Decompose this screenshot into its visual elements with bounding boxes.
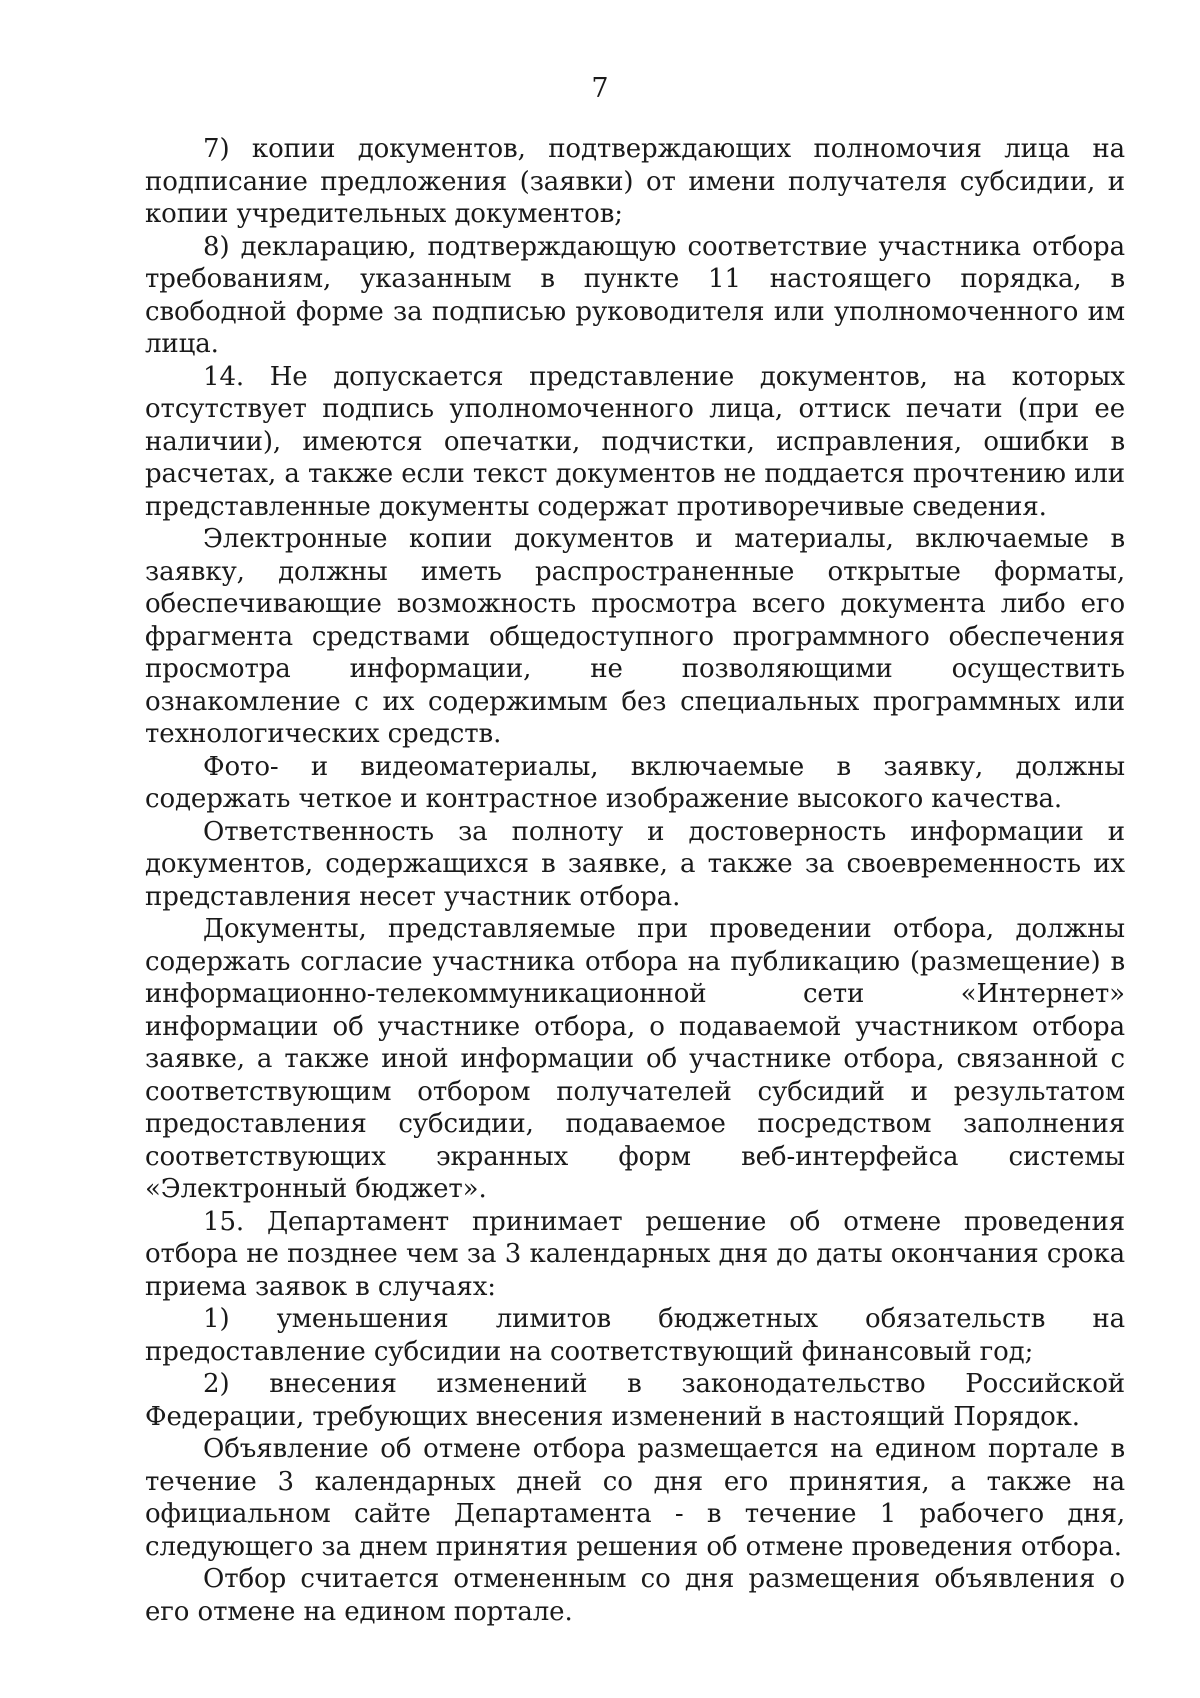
paragraph-item-8: 8) декларацию, подтверждающую соответствие участника отбора требованиям, указанным в пункте 11 настоящего порядка, в свободной форме за подписью руководителя или уполномоченного им лица. xyxy=(145,231,1125,359)
paragraph-item-7: 7) копии документов, подтверждающих полномочия лица на подписание предложения (заявки) от имени получателя субсидии, и копии учредительных документов; xyxy=(145,134,1125,229)
paragraph-case-1: 1) уменьшения лимитов бюджетных обязательств на предоставление субсидии на соответствующий финансовый год; xyxy=(145,1304,1125,1367)
paragraph-photo-video: Фото- и видеоматериалы, включаемые в заявку, должны содержать четкое и контрастное изображение высокого качества. xyxy=(145,751,1125,814)
paragraph-cancellation: Отбор считается отмененным со дня размещения объявления о его отмене на едином портале. xyxy=(145,1564,1125,1627)
paragraph-responsibility: Ответственность за полноту и достоверность информации и документов, содержащихся в заявке, а также за своевременность их представления несет участник отбора. xyxy=(145,816,1125,912)
paragraph-case-2: 2) внесения изменений в законодательство Российской Федерации, требующих внесения изменений в настоящий Порядок. xyxy=(145,1369,1125,1432)
paragraph-consent: Документы, представляемые при проведении отбора, должны содержать согласие участника отбора на публикацию (размещение) в информационно-телекоммуникационной сети «Интернет» информации об участнике отбора, о подаваемой участником отбора заявке, а также иной информации об участнике отбора, связанной с соответствующим отбором получателей субсидий и результатом предоставления субсидии, подаваемое посредством заполнения соответствующих экранных форм веб-интерфейса системы «Электронный бюджет». xyxy=(145,914,1125,1204)
paragraph-clause-15: 15. Департамент принимает решение об отмене проведения отбора не позднее чем за 3 календарных дня до даты окончания срока приема заявок в случаях: xyxy=(145,1206,1125,1302)
paragraph-clause-14: 14. Не допускается представление документов, на которых отсутствует подпись уполномоченного лица, оттиск печати (при ее наличии), имеются опечатки, подчистки, исправления, ошибки в расчетах, а также если текст документов не поддается прочтению или представленные документы содержат противоречивые сведения. xyxy=(145,361,1125,522)
paragraph-electronic-copies: Электронные копии документов и материалы, включаемые в заявку, должны иметь распространенные открытые форматы, обеспечивающие возможность просмотра всего документа либо его фрагмента средствами общедоступного программного обеспечения просмотра информации, не позволяющими осуществить ознакомление с их содержимым без специальных программных или технологических средств. xyxy=(145,524,1125,749)
document-body xyxy=(145,133,1125,1628)
page-number: 7 xyxy=(591,73,609,104)
paragraph-announcement: Объявление об отмене отбора размещается на едином портале в течение 3 календарных дней со дня его принятия, а также на официальном сайте Департамента - в течение 1 рабочего дня, следующего за днем принятия решения об отмене проведения отбора. xyxy=(145,1434,1125,1562)
